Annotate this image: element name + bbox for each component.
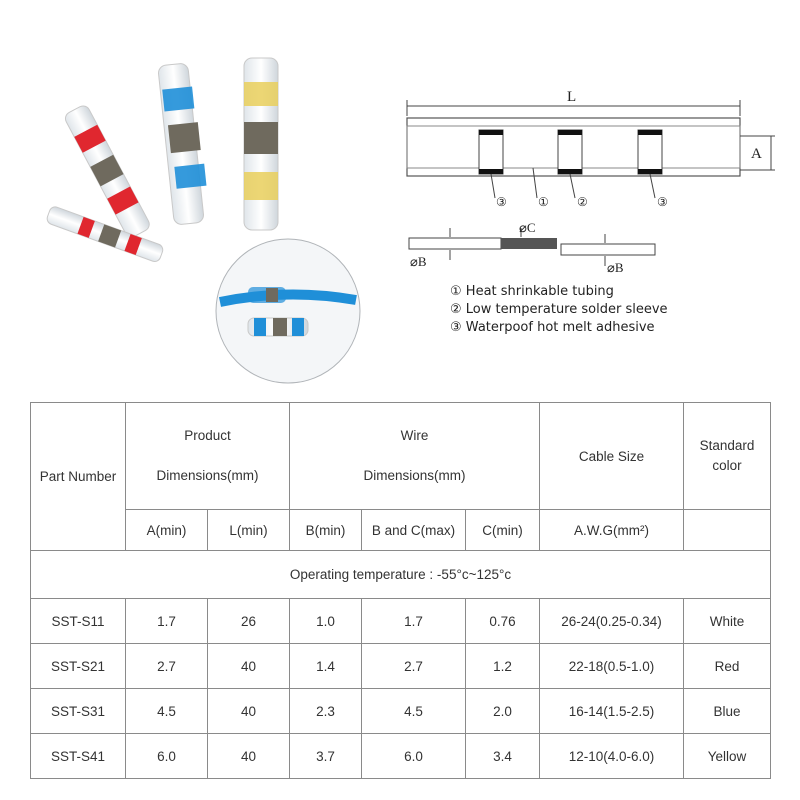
cell-c: 3.4: [466, 734, 540, 779]
subheader-a-min: A(min): [126, 510, 208, 551]
cell-bc: 4.5: [362, 689, 466, 734]
table-row: [31, 599, 771, 644]
cell-part: SST-S31: [31, 689, 126, 734]
cell-b: 1.4: [290, 644, 362, 689]
callout-1: ①: [538, 195, 549, 209]
cell-cable: 12-10(4.0-6.0): [540, 734, 684, 779]
header-cable-size: Cable Size: [540, 403, 684, 510]
header-wire-dimensions: [290, 403, 540, 510]
red-connector-small: [45, 205, 164, 263]
cell-a: 1.7: [126, 599, 208, 644]
cell-color: White: [684, 599, 771, 644]
legend-text: Heat shrinkable tubing: [465, 284, 614, 299]
cell-cable: 22-18(0.5-1.0): [540, 644, 684, 689]
connector-illustration: [0, 0, 400, 390]
wire-splice-inset: [216, 239, 360, 383]
cell-a: 2.7: [126, 644, 208, 689]
cell-color: Yellow: [684, 734, 771, 779]
solder-joint: [501, 238, 557, 249]
legend-item: [450, 319, 668, 337]
header-wire-line1: Wire: [400, 428, 429, 443]
legend-number: ③: [450, 320, 462, 335]
cell-c: 1.2: [466, 644, 540, 689]
cell-part: SST-S41: [31, 734, 126, 779]
operating-temperature: Operating temperature : -55°c~125°c: [31, 551, 771, 599]
subheader-empty: [684, 510, 771, 551]
header-product-dimensions: [126, 403, 290, 510]
cell-c: 0.76: [466, 599, 540, 644]
diagram-legend: [450, 283, 668, 337]
cell-l: 26: [208, 599, 290, 644]
header-product-line2: Dimensions(mm): [156, 468, 259, 483]
label-C: ⌀C: [519, 220, 536, 235]
cell-part: SST-S21: [31, 644, 126, 689]
legend-number: ②: [450, 302, 462, 317]
cell-part: SST-S11: [31, 599, 126, 644]
cell-l: 40: [208, 734, 290, 779]
cell-b: 2.3: [290, 689, 362, 734]
label-B-left: ⌀B: [410, 254, 427, 269]
yellow-connector: [244, 58, 278, 230]
legend-item: [450, 301, 668, 319]
header-standard-line2: color: [712, 458, 742, 473]
header-wire-line2: Dimensions(mm): [363, 468, 466, 483]
cell-l: 40: [208, 644, 290, 689]
subheader-awg: A.W.G(mm²): [540, 510, 684, 551]
legend-item: [450, 283, 668, 301]
legend-text: Low temperature solder sleeve: [465, 302, 668, 317]
wire-right: [561, 244, 655, 255]
table-row: [31, 689, 771, 734]
table-row: [31, 734, 771, 779]
cell-c: 2.0: [466, 689, 540, 734]
cell-bc: 1.7: [362, 599, 466, 644]
legend-text: Waterpoof hot melt adhesive: [465, 320, 655, 335]
sleeve-center: [558, 130, 582, 174]
table-header-row: [31, 403, 771, 510]
cell-b: 3.7: [290, 734, 362, 779]
label-B-right: ⌀B: [607, 260, 624, 275]
cell-bc: 2.7: [362, 644, 466, 689]
product-photo: [0, 0, 400, 390]
cell-b: 1.0: [290, 599, 362, 644]
table-row: [31, 644, 771, 689]
subheader-l-min: L(min): [208, 510, 290, 551]
legend-number: ①: [450, 284, 462, 299]
subheader-b-and-c-max: B and C(max): [362, 510, 466, 551]
label-L: L: [567, 89, 577, 105]
label-A: A: [751, 146, 762, 162]
cell-cable: 16-14(1.5-2.5): [540, 689, 684, 734]
callout-3-right: ③: [657, 195, 668, 209]
specification-table: [30, 402, 771, 779]
cell-a: 6.0: [126, 734, 208, 779]
cell-color: Red: [684, 644, 771, 689]
operating-temperature-row: [31, 551, 771, 599]
callout-3-left: ③: [496, 195, 507, 209]
subheader-c-min: C(min): [466, 510, 540, 551]
wire-left: [409, 238, 501, 249]
cell-cable: 26-24(0.25-0.34): [540, 599, 684, 644]
blue-connector: [158, 63, 207, 225]
header-product-line1: Product: [184, 428, 231, 443]
header-standard-color: [684, 403, 771, 510]
cell-a: 4.5: [126, 689, 208, 734]
sleeve-right: [638, 130, 662, 174]
subheader-b-min: B(min): [290, 510, 362, 551]
sleeve-left: [479, 130, 503, 174]
cell-color: Blue: [684, 689, 771, 734]
table-subheader-row: [31, 510, 771, 551]
cell-bc: 6.0: [362, 734, 466, 779]
callout-2: ②: [577, 195, 588, 209]
header-part-number: Part Number: [31, 403, 126, 551]
header-standard-line1: Standard: [699, 438, 755, 453]
cell-l: 40: [208, 689, 290, 734]
